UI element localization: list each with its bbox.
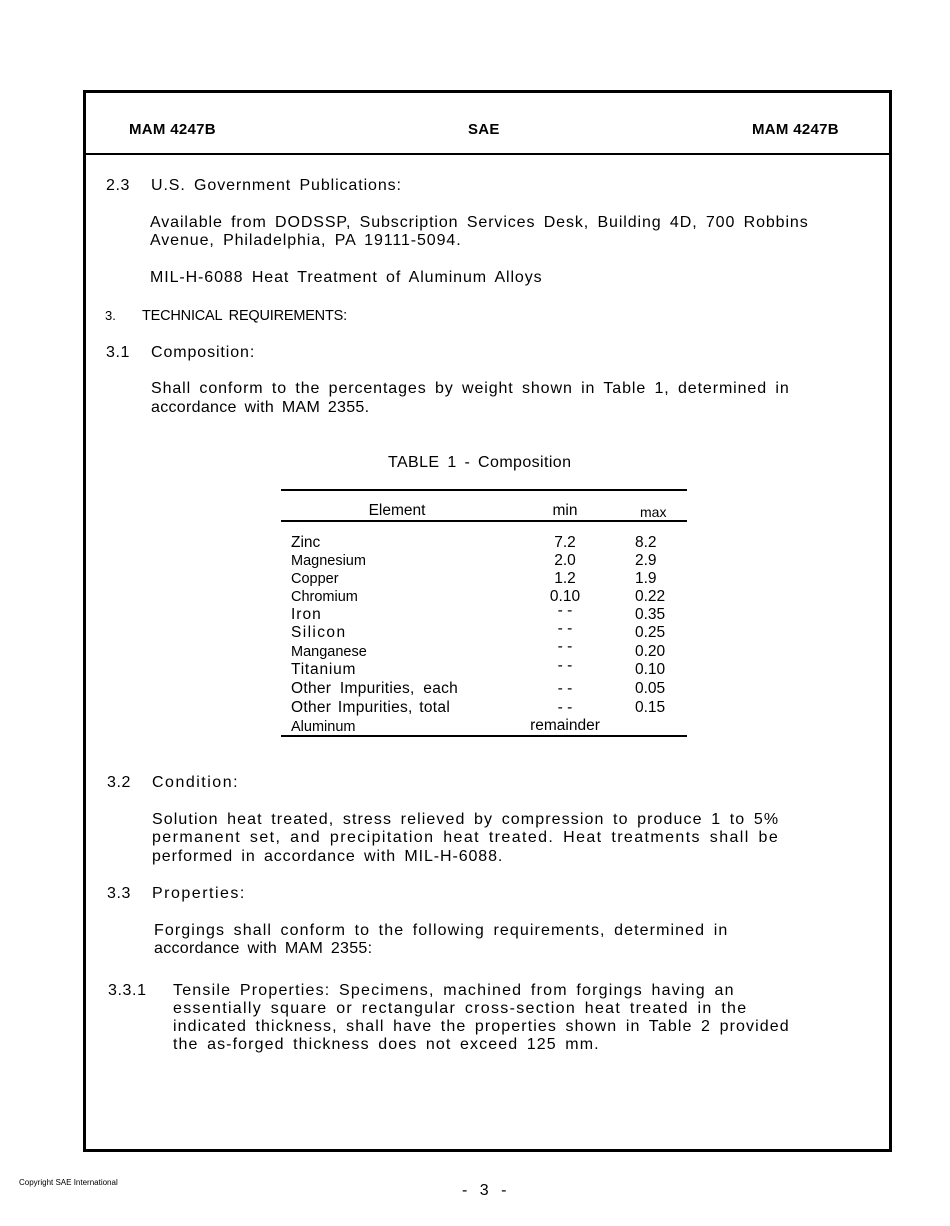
section-2-3-title: U.S. Government Publications: — [151, 177, 402, 194]
table-header-max: max — [640, 504, 667, 520]
section-3-3-1-line-3: indicated thickness, shall have the properties shown in Table 2 provided — [173, 1018, 790, 1035]
table-1-title: TABLE 1 - Composition — [388, 454, 572, 471]
section-3-3-title: Properties: — [152, 885, 246, 902]
table-header-element: Element — [368, 502, 426, 519]
header-rule — [83, 153, 889, 155]
section-3-3-1-line-2: essentially square or rectangular cross-section heat treated in the — [173, 1000, 748, 1017]
section-3-3-1-line-4: the as-forged thickness does not exceed 125 mm. — [173, 1036, 600, 1053]
header-org: SAE — [468, 121, 500, 138]
table-cell-max: 0.35 — [635, 606, 666, 623]
section-3-3-line-1: Forgings shall conform to the following requirements, determined in — [154, 922, 729, 939]
table-top-rule — [281, 489, 687, 491]
table-cell-max: 0.05 — [635, 680, 666, 697]
table-cell-element: Magnesium — [291, 553, 366, 569]
table-cell-min: 0.10 — [549, 588, 581, 605]
table-cell-max: 8.2 — [635, 534, 657, 551]
table-cell-element: Chromium — [291, 589, 358, 605]
table-cell-element: Copper — [291, 571, 339, 587]
section-3-2-number: 3.2 — [107, 774, 132, 791]
section-3-3-1-number: 3.3.1 — [108, 982, 147, 999]
table-cell-max: 2.9 — [635, 552, 657, 569]
table-cell-element: Manganese — [291, 644, 367, 660]
table-cell-min: 2.0 — [554, 552, 576, 569]
section-3-1-title: Composition: — [151, 344, 256, 361]
table-cell-max: 1.9 — [635, 570, 657, 587]
table-cell-element: Iron — [291, 606, 322, 623]
section-2-3-line-1: Available from DODSSP, Subscription Services Desk, Building 4D, 700 Robbins — [150, 214, 809, 231]
section-3-1-line-2: accordance with MAM 2355. — [151, 399, 370, 416]
header-doc-number-left: MAM 4247B — [129, 121, 216, 138]
table-header-min: min — [552, 502, 578, 519]
section-3-number: 3. — [105, 308, 116, 323]
section-3-3-line-2: accordance with MAM 2355: — [154, 940, 373, 957]
table-cell-max: 0.20 — [635, 643, 666, 660]
section-2-3-line-2: Avenue, Philadelphia, PA 19111-5094. — [150, 232, 462, 249]
page-number: - 3 - — [462, 1182, 511, 1199]
section-3-1-line-1: Shall conform to the percentages by weight shown in Table 1, determined in — [151, 380, 790, 397]
section-3-2-line-3: performed in accordance with MIL-H-6088. — [152, 848, 504, 865]
table-cell-element: Other Impurities, each — [291, 680, 459, 697]
table-cell-min: 7.2 — [554, 534, 576, 551]
table-cell-min: - - — [557, 620, 573, 637]
section-3-3-number: 3.3 — [107, 885, 132, 902]
section-3-3-1-line-1: Tensile Properties: Specimens, machined from forgings having an — [173, 982, 735, 999]
section-2-3-mil-spec: MIL-H-6088 Heat Treatment of Aluminum Alloys — [150, 269, 543, 286]
table-cell-min: - - — [557, 638, 573, 655]
table-header-rule — [281, 520, 687, 522]
table-cell-max: 0.25 — [635, 624, 666, 641]
table-cell-min: remainder — [530, 717, 600, 734]
table-cell-element: Titanium — [291, 661, 357, 678]
table-cell-element: Aluminum — [291, 719, 356, 735]
table-cell-max: 0.15 — [635, 699, 666, 716]
table-cell-min: - - — [557, 602, 573, 619]
table-cell-min: - - — [557, 680, 573, 697]
table-cell-max: 0.22 — [635, 588, 666, 605]
table-cell-element: Other Impurities, total — [291, 699, 451, 716]
header-doc-number-right: MAM 4247B — [752, 121, 839, 138]
section-3-2-title: Condition: — [152, 774, 240, 791]
table-cell-min: - - — [557, 657, 573, 674]
copyright-notice: Copyright SAE International — [19, 1178, 118, 1187]
table-cell-min: - - — [557, 699, 573, 716]
section-3-1-number: 3.1 — [106, 344, 131, 361]
table-cell-min: 1.2 — [554, 570, 576, 587]
table-cell-element: Zinc — [291, 534, 321, 551]
section-3-title: TECHNICAL REQUIREMENTS: — [142, 308, 347, 324]
section-3-2-line-1: Solution heat treated, stress relieved by compression to produce 1 to 5% — [152, 811, 780, 828]
section-2-3-number: 2.3 — [106, 177, 131, 194]
section-3-2-line-2: permanent set, and precipitation heat treated. Heat treatments shall be — [152, 829, 780, 846]
table-cell-element: Silicon — [291, 624, 347, 641]
table-bottom-rule — [281, 735, 687, 737]
table-cell-max: 0.10 — [635, 661, 666, 678]
